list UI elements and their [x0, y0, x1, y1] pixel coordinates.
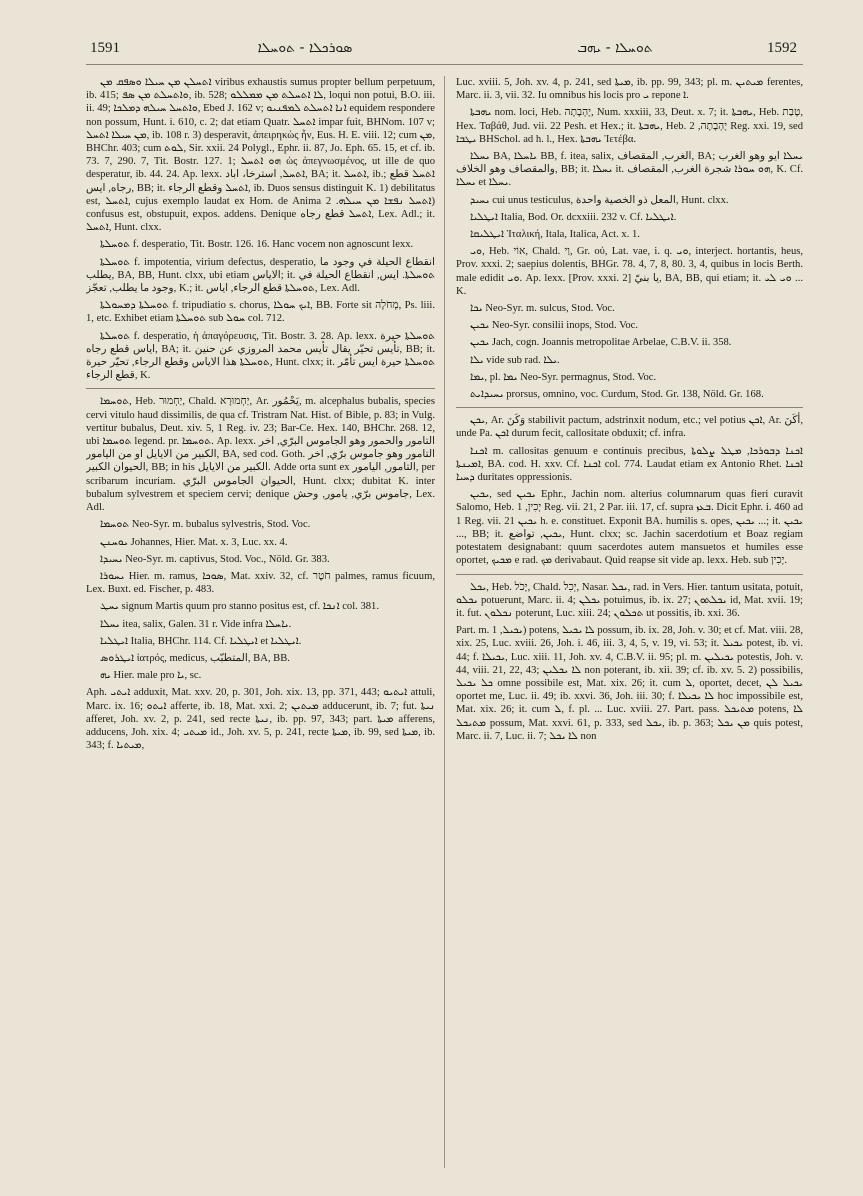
- dictionary-entry: ܬܘܚܠܬܐ f. impotentia, virium defectus, desperatio, انقطاع الحيلة في وجود ما يطلب, BA, BB, Hunt. clxx, ubi etiam الاياس; it. ܬܘܚܠܬܐ. ايس, انقطاع الحيلة في وجود ما يطلب, تعجّز, K.; it. ܬܘܚܠܬܐ قطع الرجاء, اياس, Lex. Adl.: [86, 256, 435, 295]
- entry-separator-rule: [456, 574, 803, 575]
- dictionary-entry: Part. m. ܝܟܝܠ, 1) potens, ܠܐ ܝܟܝܠ possum, ib. ix. 28, Joh. v. 30; et cf. Mat. viii. 28, xix. 25, Luc. xviii. 26, Joh. i. 46, iii. 3, 4, 5, v. 19, vi. 53; it. ܝܟܝܠ potest, ib. vi. 44; f. ܝܟܝܠܐ, Luc. xiii. 11, Joh. xv. 4, C.B.V. ii. 95; pl. m. ܝܟܝܠܝܢ potestis, Joh. v. 44, viii. 21, 22, 43; ܠܐ ܝܟܠܝܢ non poterant, ib. xii. 39; cf. ib. xv. 5. 2) possibilis, ܟܠ ܝܟܝܠ omne possibile est, Mat. xix. 26; it. cum ܠ, oportet, decet, ܝܟܝܠ ܠܢ oportet me, Luc. ii. 49; ib. xxvi. 36, Joh. iii. 30; f. ܠܐ ܝܟܝܠܐ hoc impossibile est, Mat. xix. 26; it. cum ܠ, f. pl. ... Luc. xviii. 27. Part. pass. ܡܬܝܟܠ potens, ܠܐ ܡܬܝܟܠ possum, Mat. xxvi. 61, p. 333, sed ܝܟܠ, ib. p. 363; ܡܢ ܝܟܠ quis potest, Marc. ii. 7, Luc. ii. 7; ܠܐ ܝܟܠ non: [456, 625, 803, 742]
- entry-separator-rule: [456, 407, 803, 408]
- left-page-number: 1591: [90, 40, 120, 56]
- two-column-body: [86, 76, 803, 1168]
- dictionary-entry: ܝܗ Hier. male pro ܝܐ, sc.: [100, 670, 202, 682]
- dictionary-entry: ܝܚܝܕ cui unus testiculus, المعل ذو الخصية واحدة, Hunt. clxx.: [470, 194, 729, 206]
- dictionary-entry: ܝܠܐ vide sub rad. ܝܠܐ.: [470, 354, 560, 366]
- dictionary-entry: ܐܝܛܠܝܐ Italia, Bod. Or. dcxxiii. 232 v. Cf. ܐܝܛܠܝܐ.: [470, 211, 677, 223]
- dictionary-entry: ܐܬܚܠܢ ܡܢ ܚܝܠܐ ܘܣܦܩ ܡܢ viribus exhaustis sumus propter bellum perpetuum, ib. 415; ܘܐܬܚܠܬ ܡܢ ܣܦ, ib. 528; ܠܐ ܐܬܚܠܬ ܡܢ ܡܡܠܠܘ, loqui non potui, B.O. iii. ii. 49; ܘܐܬܚܠ ܚܝܠܗ ܕܡܠܟܐ, Ebed J. 162 v; ܐܢܐ ܐܬܚܠܬ ܠܡܦܢܝܘ equidem respondere non possum, Hunt. i. 610, c. 2; dat etiam Quatr. ܐܬܚܠ impar fuit, BHNom. 107 v; ܡܢ ܚܝܠܐ ܐܬܚܠ, ib. 108 r. 3) desperavit, ἀπειρηκὼς ἦν, Eus. H. E. viii. 12; cum ܡܢ, BHChr. 403; cum ܠܘܬ, Sir. xxii. 24 Polygl., Ephr. ii. 87, Jo. Eph. 65. 15, et cf. ib. 73. 7, 290. 7, Tit. Bostr. 127. 1; ܗܘ ܐܬܚܠ ὡς ἀπεγνωσμένος, ut ille de quo desperatur, ib. 44. 24. Ap. lexx. ܐܬܚܠ, استرخا، اباد, BA; it. ܐܬܚܠ, ib.; ܐܬܚܠ قطع رجاه, ايس, BB; it. ܐܬܚܠ وقطع الرجاء, ib. Duos sensus distinguit K. 1) debilitatus est, ܐܬܚܠ, cujus exemplo laudat ex Hom. de Anima ܐܬܚܠ ܢܦܫܐ ܡܢ ܚܝܠܗ. 2) confusus est, obstupuit, expos. addens. Denique ܐܬܚܠ قطع رجاه, Lex. Adl.; it. ܐܬܚܠ, Hunt. clxx.: [86, 77, 435, 234]
- entry-separator-rule: [86, 388, 435, 389]
- dictionary-entry: ܝܟܠ, Heb. יָכֹל, Chald. יְכִל, Nasar. ܝܟܠ, rad. in Vers. Hier. tantum usitata, potuit, ܝܟܠܘ potuerunt, Marc. ii. 4; ܝܟܠܢ potuimus, ib. ix. 27; ܝܟܠܬܘܢ id, Mat. xvii. 19; it. fut. ܢܟܠܘܢ poterunt, Luc. xiii. 24; ܬܟܠܘܢ ut possitis, ib. xxi. 36.: [456, 581, 803, 619]
- left-running-head: ܣܘܪܟܠܐ - ܬܘܚܠܐ: [257, 40, 353, 56]
- header-rule: [86, 64, 803, 65]
- dictionary-entry: ܝܟܐ Neo-Syr. m. sulcus, Stod. Voc.: [470, 303, 615, 315]
- dictionary-entry: ܝܚܝܕܐܝܬ prorsus, omnino, voc. Curdum, Stod. Gr. 138, Nöld. Gr. 168.: [470, 389, 764, 401]
- dictionary-entry: ܝܚܠܐ BA, ܝܐܚܠܐ BB, f. itea, salix, الغرب, المقصاف, BA; ܝܚܠܐ ايو وهو الغرب والمقصاف وهو الخلاف, BB; it. ܝܚܠܐ it. ܗܘ ܚܘܪܐ شجرة الغرب, المقصاف, K. Cf. ܝܚܠܐ et ܝܚܠܐ.: [456, 151, 803, 189]
- dictionary-entry: ܬܘܚܠܬܐ ܕܡܚܘܠܬܐ f. tripudiatio s. chorus, ܐܝܟ ܚܘܠܐ, BB. Forte sit מְחֹלָה, Ps. liii. 1, etc. Exhibet etiam ܬܘܚܠܬܐ sub ܚܘܠ col. 712.: [86, 300, 435, 325]
- dictionary-entry: ܝܚܠܐ itea, salix, Galen. 31 r. Vide infra ܝܐܚܠܐ.: [100, 618, 292, 630]
- column-divider: [444, 76, 445, 1168]
- dictionary-entry: ܐܝܛܠܝܩܐ Ἰταλική, Itala, Italica, Act. x. 1.: [470, 229, 640, 241]
- dictionary-entry: ܬܘܚܡܐ, Heb. יַחְמוּר, Chald. יַחְמוּרָא, Ar. يَحْمُور, m. alcephalus bubalis, species cervi vitulo haud dissimilis, de qua cf. Tristram Nat. Hist. of Bible, p. 83; in Vulg. vertitur bubalus, Deut. xiv. 5, 1 Reg. iv. 23; Bar-Ce. Hex. 140, BHChr. 268. 12, ubi ܬܘܚܡܐ legend. pr. ܬܘܚܡܐ. Ap. lexx. التامور والحمور وهو الجاموس البرّي, اخر الكبير من الايايل او من اليامور, BA, sed cod. Goth. التامور وهو جاموس برّي, اخر الحيوان الكبير, BB; in his الكبير من الايايل. Adde orta sunt ex التامور, اليامور, per scribarum incuriam. الحيوان الجاموس البرّي, Hunt. clxx; dubitat K. inter bubalum sylvestrem et speciem cervi; denique جاموس برّي, يامور, وحش, Lex. Adl.: [86, 396, 435, 514]
- dictionary-entry: ܝܟܝܢ Neo-Syr. consilii inops, Stod. Voc.: [470, 320, 639, 332]
- dictionary-entry: ܝܚܘܪܐ Hier. m. ramus, ܣܘܟܐ, Mat. xxiv. 32, cf. חֹטֶר palmes, ramus ficuum, Lex. Buxt. ed. Fischer, p. 483.: [86, 570, 435, 596]
- dictionary-entry: ܝܟܝܢ, sed ܝܟܝܢ Ephr., Jachin nom. alterius columnarum quas fieri curavit Salomo, Heb. יָכִין, 1 Reg. vii. 21, 2 Par. iii. 17, cf. supra ܒܥܙ. Dicit Ephr. i. 460 ad 1 Reg. vii. 21 ܝܟܝܢ h. e. constituet. Exponit BA. humilis s. opes, ܝܟܝܢ ...; it. ܝܟܝܢ ..., BB; it. ܝܟܝܢ, تواضع, Hunt. clxx; sc. Jachin sacerdotium et Boaz regiam potestatem designabant: quum sacerdotes autem mansuetos et humiles esse oportet, ܡܟܝܟ e rad. ܡܟ derivabaut. Quid reapse sit vide ap. lexx. Heb. sub יָכִין.: [456, 489, 803, 567]
- dictionary-entry: ܐܟܢܐ m. callositas genuum e continuis precibus, ܐܟܢܐ ܕܒܘܪܟܐ, ܡܛܠ ܨܠܘܬܐ ܐܡܝܢܬܐ, BA. cod. H. xxv. Cf. ܐܟܢܐ col. 774. Laudat etiam ex Antonio Rhet. ܐܟܢܐ ܕܚܝܐ duritates oppressionis.: [456, 445, 803, 484]
- page-header: [0, 0, 863, 72]
- dictionary-entry: ܝܘܚܢܢ Johannes, Hier. Mat. x. 3, Luc. xx. 4.: [100, 536, 288, 548]
- left-column: [86, 76, 435, 1168]
- dictionary-entry: ܝܚܛ signum Martis quum pro stanno positus est, cf. ܐܢܟܐ col. 381.: [100, 601, 380, 613]
- right-running-head: ܬܘܚܠܐ - ܝܗܒ: [577, 40, 653, 56]
- dictionary-entry: ܝܟܝܢ Jach, cogn. Joannis metropolitae Arbelae, C.B.V. ii. 358.: [470, 337, 732, 349]
- dictionary-entry: ܝܡܐ, pl. ܝܡܐ Neo-Syr. permagnus, Stod. Voc.: [470, 371, 657, 383]
- dictionary-entry: ܐܝܛܠܝܐ Italia, BHChr. 114. Cf. ܐܝܛܠܝܐ et ܐܝܛܠܝܐ.: [100, 635, 302, 647]
- dictionary-entry: ܝܟܢ, Ar. وَكَنَ stabilivit pactum, adstrinxit nodum, etc.; vel potius ܐܟܢ, Ar. أكَنَ, unde Pa. ܐܟܢ durum fecit, callositate obduxit; cf. infra.: [456, 415, 803, 440]
- right-page-number: 1592: [767, 40, 797, 56]
- dictionary-entry: ܝܗܒܬܐ nom. loci, Heb. יָהְבָתָה, Num. xxxiii, 33, Deut. x. 7; it. ܝܗܒܬܐ, Heb. טָבַת, Hex. Ταβάθ, Jud. vii. 22 Pesh. et Hex.; it. ܝܗܒܬܐ, Heb. יָהְבָתָה, 2 Reg. xxi. 19, sed ܝܛܒܐ BHSchol. ad h. l., Hex. ܝܗܒܬܐ Ἰετέβα.: [456, 107, 803, 145]
- dictionary-entry: ܘܝ, Heb. אוֹי, Chald. וַי, Gr. οὐ, Lat. vae, i. q. ܘܝ, interject. hortantis, heus, Prov. xxxi. 2; saepius dolentis, BHGr. 78. 4, 7, 8, 80. 3, 4, quibus in locis Berth. male edidit ܘܝ. Ap. lexx. [Prov. xxxi. 2] يا بنيّ, BA, BB, qui etiam; it. ܘܝ ܠܝ ... K.: [456, 246, 803, 297]
- dictionary-entry: ܬܘܚܡܐ Neo-Syr. m. bubalus sylvestris, Stod. Voc.: [100, 519, 311, 531]
- dictionary-entry: ܐܝܛܪܘܣ ἰατρός, medicus, المتطبّب, BA, BB.: [100, 652, 290, 664]
- dictionary-entry: ܬܘܚܠܬܐ f. desperatio, ἡ ἀπαγόρευσις, Tit. Bostr. 3. 28. Ap. lexx. ܬܘܚܠܬܐ حيرة اياس قطع رجاه, BA; it. تأيس تحيّر يقال تأيس محمد المروزي عن حنين, BB; it. ܬܘܚܠܬܐ هذا الاياس وقطع الرجاء, تحيّر حيرة, Hunt. clxx; it. ܬܘܚܠܬܐ حيرة ايس تأمّر قطع الرجاء, K.: [86, 330, 435, 382]
- dictionary-entry: Aph. ܐܝܬܝ adduxit, Mat. xxv. 20, p. 301, Joh. xix. 13, pp. 371, 443; ܐܝܬܝܘ attuli, Marc. ix. 16; ܐܝܬܘ afferte, ib. 18, Mat. xxi. 2; ܡܝܬܝܢ adducerunt, ib. 7; fut. ܢܝܬܐ afferet, Joh. xv. 2, p. 241, sed recte ܢܝܬܐ, ib. pp. 97, 343; part. ܡܝܬܐ afferens, adducens, Joh. xix. 4; ܡܝܬܝ id., Joh. xv. 5, p. 241, recte ܡܝܬܐ, ib. 99, sed ܡܝܬܐ, ib. 343; f. ܡܝܬܝܐ,: [86, 687, 435, 752]
- right-column: [456, 76, 803, 1168]
- dictionary-entry: ܬܘܚܠܬܐ f. desperatio, Tit. Bostr. 126. 16. Hanc vocem non agnoscunt lexx.: [100, 239, 414, 251]
- dictionary-entry: ܝܚܝܕܐ Neo-Syr. m. captivus, Stod. Voc., Nöld. Gr. 383.: [100, 553, 330, 565]
- dictionary-entry: Luc. xviii. 5, Joh. xv. 4, p. 241, sed ܡܝܬܐ, ib. pp. 99, 343; pl. m. ܡܝܬܝܢ ferentes, Marc. ii. 3, vii. 32. Iu omnibus his locis pro ܝ repone ܐ.: [456, 77, 803, 102]
